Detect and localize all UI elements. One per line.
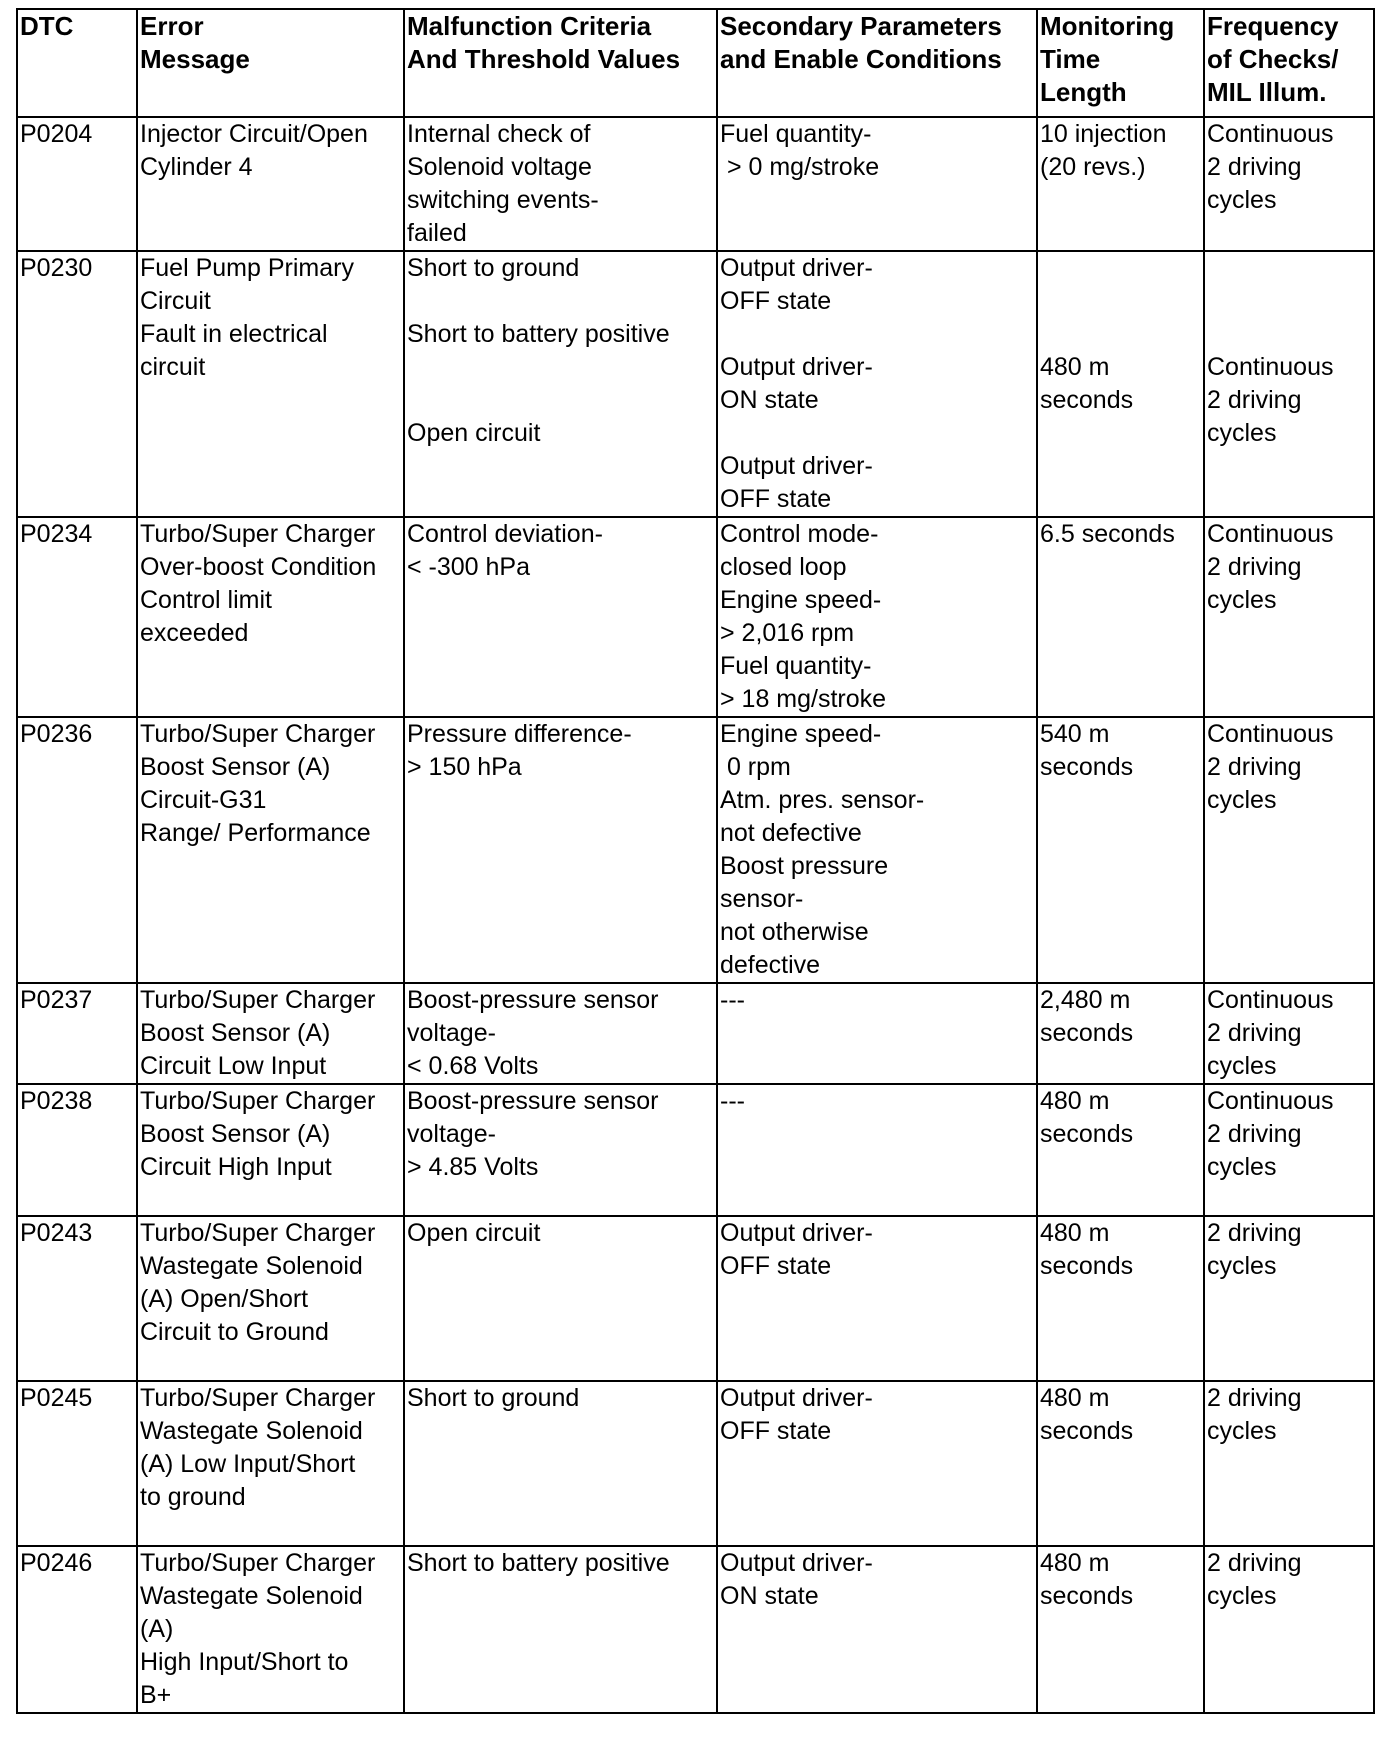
cell-line: 2 driving xyxy=(1207,153,1302,181)
cell-line: And Threshold Values xyxy=(407,44,681,74)
cell-line: 2 driving xyxy=(1207,1549,1302,1577)
cell-line: > 2,016 rpm xyxy=(720,619,855,647)
header-malfunction-criteria xyxy=(404,9,717,117)
cell-line: defective xyxy=(720,951,821,979)
cell-line: not defective xyxy=(720,819,862,847)
monitoring-time xyxy=(1037,1381,1204,1546)
cell-line: Output driver- xyxy=(720,1384,873,1412)
monitoring-time xyxy=(1037,1216,1204,1381)
table-row xyxy=(17,983,1374,1084)
criteria-line: Open circuit xyxy=(407,419,541,447)
cell-line: Turbo/Super Charger xyxy=(140,986,376,1014)
cell-line: Fuel quantity- xyxy=(720,120,872,148)
frequency xyxy=(1204,517,1374,717)
cell-line: Frequency xyxy=(1207,11,1339,41)
dtc-code: P0234 xyxy=(17,517,137,717)
cell-line: cycles xyxy=(1207,1153,1277,1181)
cell-line: High Input/Short to xyxy=(140,1648,349,1676)
cell-line: Circuit-G31 xyxy=(140,786,267,814)
cell-line: < 0.68 Volts xyxy=(407,1052,539,1080)
secondary-parameters xyxy=(717,251,1037,517)
cell-line: OFF state xyxy=(720,1417,832,1445)
dtc-code: P0238 xyxy=(17,1084,137,1216)
cell-line: failed xyxy=(407,219,467,247)
cell-line: Turbo/Super Charger xyxy=(140,720,376,748)
secondary-parameters xyxy=(717,1546,1037,1713)
cell-line: cycles xyxy=(1207,786,1277,814)
error-message xyxy=(137,1381,404,1546)
cell-line: Fault in electrical xyxy=(140,320,328,348)
error-message xyxy=(137,1546,404,1713)
cell-line: --- xyxy=(720,986,745,1014)
secondary-parameters xyxy=(717,517,1037,717)
criteria-line: Short to ground xyxy=(407,254,580,282)
cell-line: seconds xyxy=(1040,1019,1134,1047)
cell-line: 2 driving xyxy=(1207,386,1302,414)
cell-line: Circuit High Input xyxy=(140,1153,332,1181)
header-monitoring-time xyxy=(1037,9,1204,117)
cell-line: cycles xyxy=(1207,1582,1277,1610)
dtc-table xyxy=(16,8,1375,1714)
secondary-parameters xyxy=(717,117,1037,251)
dtc-code: P0237 xyxy=(17,983,137,1084)
cell-line: Control deviation- xyxy=(407,520,603,548)
error-message xyxy=(137,517,404,717)
cell-line: Short to ground xyxy=(407,1384,580,1412)
frequency xyxy=(1204,1381,1374,1546)
cell-line: Boost-pressure sensor xyxy=(407,986,659,1014)
cell-line: < -300 hPa xyxy=(407,553,531,581)
monitoring-time xyxy=(1037,1546,1204,1713)
cell-line: OFF state xyxy=(720,485,832,513)
cell-line: Turbo/Super Charger xyxy=(140,1384,376,1412)
frequency xyxy=(1204,1084,1374,1216)
cell-line: Circuit Low Input xyxy=(140,1052,327,1080)
header-secondary-parameters xyxy=(717,9,1037,117)
cell-line: seconds xyxy=(1040,753,1134,781)
cell-line: Control mode- xyxy=(720,520,879,548)
secondary-group xyxy=(720,450,1034,516)
cell-line: voltage- xyxy=(407,1019,496,1047)
cell-line: 480 m xyxy=(1040,1087,1110,1115)
table-header xyxy=(17,9,1374,117)
cell-line: Boost Sensor (A) xyxy=(140,1120,331,1148)
cell-line: Turbo/Super Charger xyxy=(140,520,376,548)
cell-line: Error xyxy=(140,11,204,41)
monitoring-time xyxy=(1037,1084,1204,1216)
cell-line: B+ xyxy=(140,1681,172,1709)
cell-line: Wastegate Solenoid xyxy=(140,1582,363,1610)
cell-line: (A) Low Input/Short xyxy=(140,1450,356,1478)
cell-line: > 0 mg/stroke xyxy=(720,153,880,181)
cell-line: 2 driving xyxy=(1207,1120,1302,1148)
malfunction-criteria xyxy=(404,983,717,1084)
cell-line: Turbo/Super Charger xyxy=(140,1549,376,1577)
cell-line: MIL Illum. xyxy=(1207,77,1327,107)
error-message xyxy=(137,251,404,517)
cell-line: Secondary Parameters xyxy=(720,11,1002,41)
cell-line: 2 driving xyxy=(1207,1219,1302,1247)
cell-line: Engine speed- xyxy=(720,586,882,614)
cell-line: (20 revs.) xyxy=(1040,153,1146,181)
cell-line: Continuous xyxy=(1207,120,1334,148)
cell-line: cycles xyxy=(1207,1417,1277,1445)
cell-line: Output driver- xyxy=(720,353,873,381)
cell-line: cycles xyxy=(1207,186,1277,214)
cell-line: exceeded xyxy=(140,619,249,647)
malfunction-criteria xyxy=(404,517,717,717)
cell-line: Injector Circuit/Open xyxy=(140,120,368,148)
cell-line: 2 driving xyxy=(1207,1384,1302,1412)
frequency xyxy=(1204,717,1374,983)
cell-line: (A) Open/Short xyxy=(140,1285,309,1313)
cell-line: Short to battery positive xyxy=(407,1549,670,1577)
cell-line: Turbo/Super Charger xyxy=(140,1219,376,1247)
header-frequency xyxy=(1204,9,1374,117)
cell-line: voltage- xyxy=(407,1120,496,1148)
cell-line: Continuous xyxy=(1207,1087,1334,1115)
cell-line: cycles xyxy=(1207,419,1277,447)
cell-line: Boost Sensor (A) xyxy=(140,1019,331,1047)
cell-line: Control limit xyxy=(140,586,272,614)
cell-line: seconds xyxy=(1040,1120,1134,1148)
cell-line: cycles xyxy=(1207,1252,1277,1280)
dtc-code: P0230 xyxy=(17,251,137,517)
cell-line: Continuous xyxy=(1207,720,1334,748)
cell-line: Atm. pres. sensor- xyxy=(720,786,925,814)
cell-line: > 150 hPa xyxy=(407,753,522,781)
frequency xyxy=(1204,117,1374,251)
cell-line: ON state xyxy=(720,386,819,414)
cell-line: Fuel quantity- xyxy=(720,652,872,680)
cell-line: seconds xyxy=(1040,1417,1134,1445)
cell-line: Continuous xyxy=(1207,986,1334,1014)
cell-line: Wastegate Solenoid xyxy=(140,1252,363,1280)
cell-line: Fuel Pump Primary xyxy=(140,254,354,282)
cell-line: Internal check of xyxy=(407,120,591,148)
table-row xyxy=(17,117,1374,251)
cell-line: of Checks/ xyxy=(1207,44,1339,74)
cell-line: Boost-pressure sensor xyxy=(407,1087,659,1115)
frequency xyxy=(1204,983,1374,1084)
cell-line: 480 m xyxy=(1040,1549,1110,1577)
cell-line: Length xyxy=(1040,77,1127,107)
cell-line: Open circuit xyxy=(407,1219,541,1247)
monitoring-time xyxy=(1037,251,1204,517)
cell-line: 6.5 seconds xyxy=(1040,520,1175,548)
cell-line: OFF state xyxy=(720,287,832,315)
monitoring-time xyxy=(1037,117,1204,251)
cell-line: switching events- xyxy=(407,186,599,214)
cell-line: Output driver- xyxy=(720,254,873,282)
table-row xyxy=(17,1084,1374,1216)
table-row xyxy=(17,1546,1374,1713)
cell-line: ON state xyxy=(720,1582,819,1610)
cell-line: seconds xyxy=(1040,386,1134,414)
cell-line: sensor- xyxy=(720,885,804,913)
cell-line: Continuous xyxy=(1207,520,1334,548)
frequency xyxy=(1204,1216,1374,1381)
malfunction-criteria xyxy=(404,1216,717,1381)
cell-line: Pressure difference- xyxy=(407,720,632,748)
secondary-parameters xyxy=(717,717,1037,983)
error-message xyxy=(137,717,404,983)
cell-line: Engine speed- xyxy=(720,720,882,748)
header-dtc xyxy=(17,9,137,117)
cell-line: Wastegate Solenoid xyxy=(140,1417,363,1445)
cell-line: Cylinder 4 xyxy=(140,153,253,181)
cell-line: > 18 mg/stroke xyxy=(720,685,887,713)
error-message xyxy=(137,1084,404,1216)
secondary-group xyxy=(720,351,1034,417)
error-message xyxy=(137,1216,404,1381)
cell-line: Output driver- xyxy=(720,1219,873,1247)
cell-line: closed loop xyxy=(720,553,847,581)
malfunction-criteria xyxy=(404,717,717,983)
secondary-group xyxy=(720,252,1034,318)
cell-line: Boost pressure xyxy=(720,852,889,880)
monitoring-time xyxy=(1037,983,1204,1084)
cell-line: cycles xyxy=(1207,586,1277,614)
cell-line: Output driver- xyxy=(720,452,873,480)
cell-line: not otherwise xyxy=(720,918,869,946)
cell-line: 480 m xyxy=(1040,1384,1110,1412)
dtc-code: P0236 xyxy=(17,717,137,983)
cell-line: > 4.85 Volts xyxy=(407,1153,539,1181)
cell-line: OFF state xyxy=(720,1252,832,1280)
table-row xyxy=(17,517,1374,717)
error-message xyxy=(137,983,404,1084)
cell-line: 10 injection xyxy=(1040,120,1167,148)
cell-line: 2,480 m xyxy=(1040,986,1131,1014)
cell-line: seconds xyxy=(1040,1582,1134,1610)
malfunction-criteria xyxy=(404,1084,717,1216)
error-message xyxy=(137,117,404,251)
cell-line: 2 driving xyxy=(1207,1019,1302,1047)
monitoring-time xyxy=(1037,717,1204,983)
cell-line: 540 m xyxy=(1040,720,1110,748)
malfunction-criteria xyxy=(404,251,717,517)
frequency xyxy=(1204,1546,1374,1713)
cell-line: 480 m xyxy=(1040,353,1110,381)
cell-line: Continuous xyxy=(1207,353,1334,381)
malfunction-criteria xyxy=(404,117,717,251)
dtc-code: P0246 xyxy=(17,1546,137,1713)
cell-line: Message xyxy=(140,44,250,74)
cell-line: Output driver- xyxy=(720,1549,873,1577)
secondary-parameters xyxy=(717,983,1037,1084)
cell-line: Time xyxy=(1040,44,1101,74)
cell-line: 2 driving xyxy=(1207,553,1302,581)
cell-line: 480 m xyxy=(1040,1219,1110,1247)
cell-line: (A) xyxy=(140,1615,174,1643)
table-row xyxy=(17,251,1374,517)
cell-line: cycles xyxy=(1207,1052,1277,1080)
dtc-code: P0243 xyxy=(17,1216,137,1381)
cell-line: Malfunction Criteria xyxy=(407,11,652,41)
cell-line: Circuit to Ground xyxy=(140,1318,329,1346)
monitoring-time xyxy=(1037,517,1204,717)
secondary-parameters xyxy=(717,1084,1037,1216)
cell-line: 0 rpm xyxy=(720,753,791,781)
cell-line: Boost Sensor (A) xyxy=(140,753,331,781)
malfunction-criteria xyxy=(404,1381,717,1546)
cell-line: Turbo/Super Charger xyxy=(140,1087,376,1115)
cell-line: Range/ Performance xyxy=(140,819,371,847)
cell-line: and Enable Conditions xyxy=(720,44,1002,74)
table-row xyxy=(17,717,1374,983)
secondary-parameters xyxy=(717,1216,1037,1381)
cell-line: Circuit xyxy=(140,287,211,315)
table-row xyxy=(17,1381,1374,1546)
header-error-message xyxy=(137,9,404,117)
malfunction-criteria xyxy=(404,1546,717,1713)
cell-line: to ground xyxy=(140,1483,246,1511)
header-row xyxy=(17,9,1374,117)
cell-line: Over-boost Condition xyxy=(140,553,377,581)
cell-line: DTC xyxy=(20,11,74,41)
cell-line: Solenoid voltage xyxy=(407,153,592,181)
frequency xyxy=(1204,251,1374,517)
table-row xyxy=(17,1216,1374,1381)
dtc-code: P0245 xyxy=(17,1381,137,1546)
cell-line: Monitoring xyxy=(1040,11,1175,41)
secondary-parameters xyxy=(717,1381,1037,1546)
cell-line: seconds xyxy=(1040,1252,1134,1280)
criteria-line: Short to battery positive xyxy=(407,320,670,348)
cell-line: circuit xyxy=(140,353,206,381)
dtc-code: P0204 xyxy=(17,117,137,251)
cell-line: --- xyxy=(720,1087,745,1115)
cell-line: 2 driving xyxy=(1207,753,1302,781)
